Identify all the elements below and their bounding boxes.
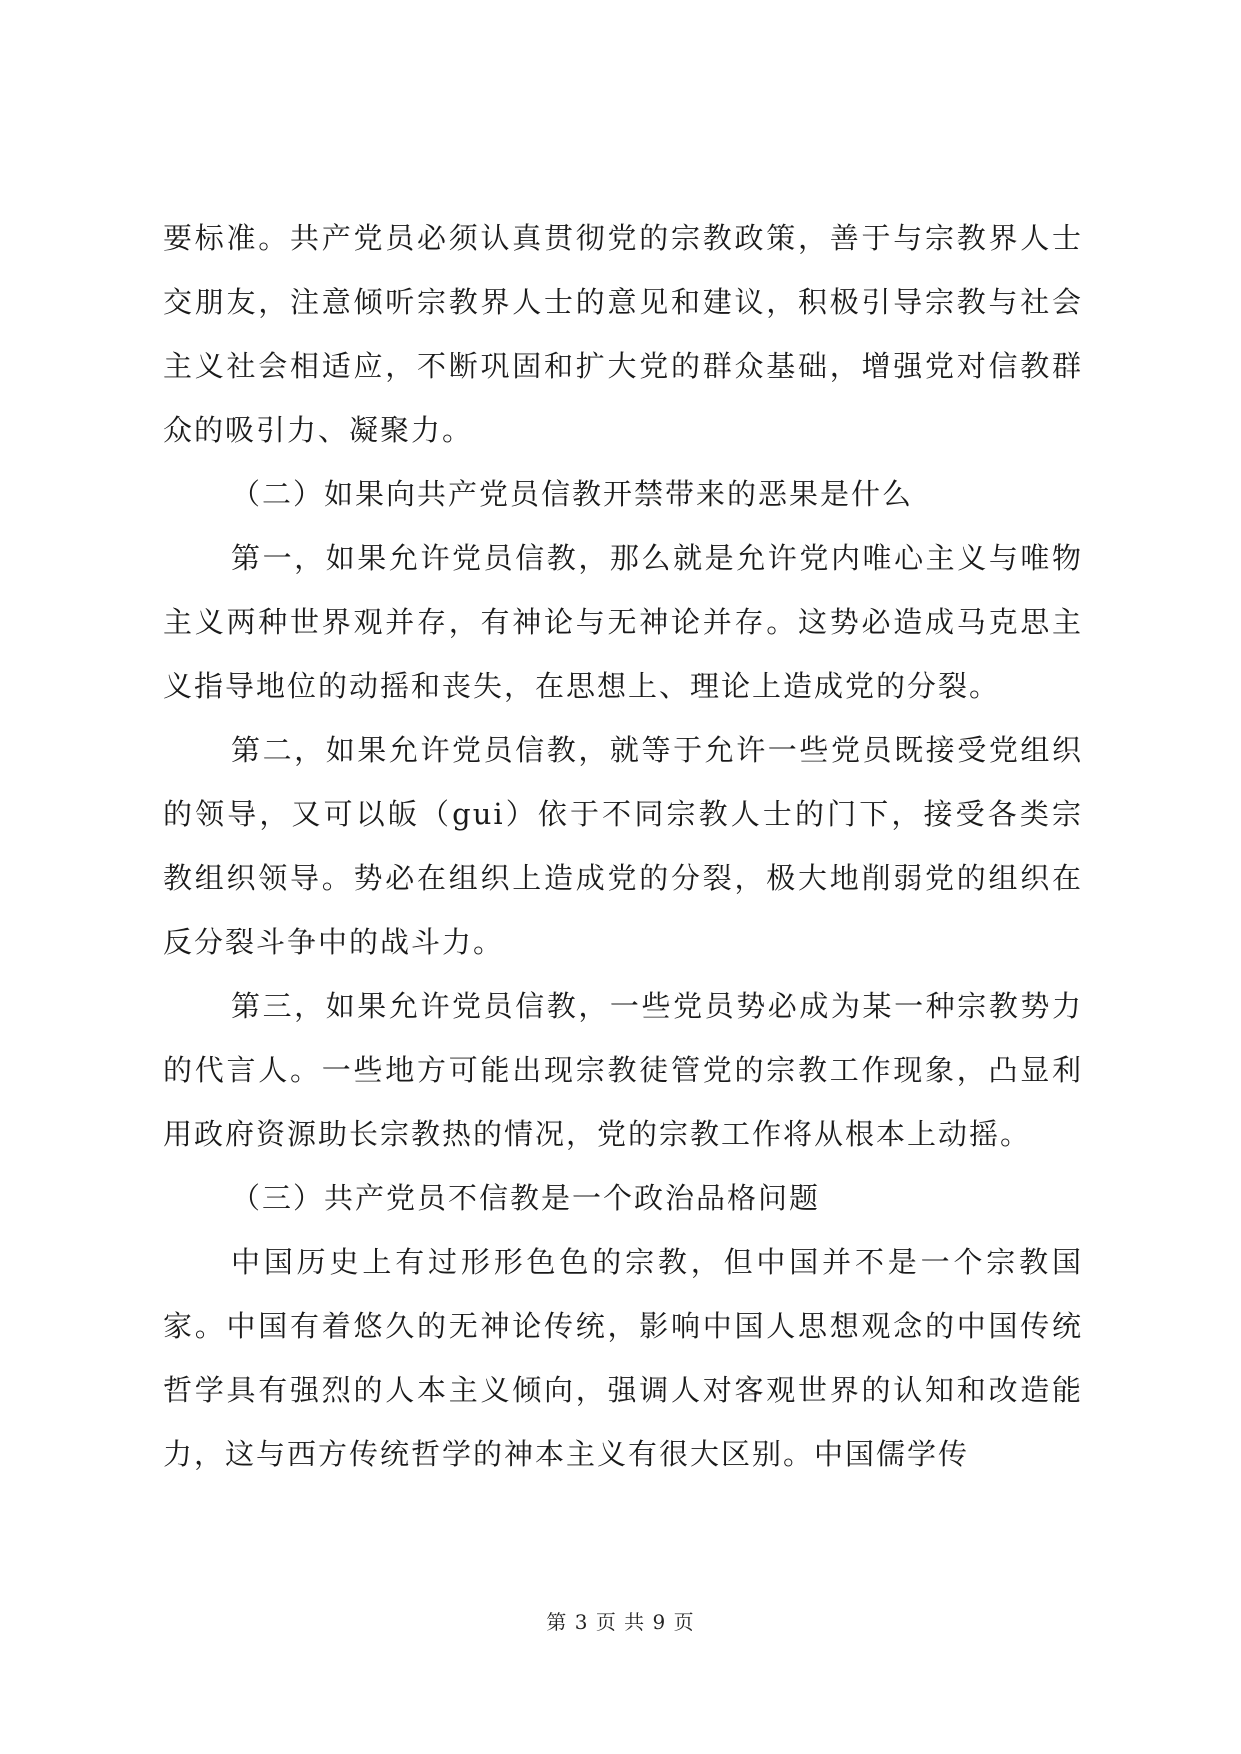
paragraph-third: 第三，如果允许党员信教，一些党员势必成为某一种宗教势力的代言人。一些地方可能出现宗教徒管党的宗教工作现象，凸显利用政府资源助长宗教热的情况，党的宗教工作将从根本上动摇。 <box>163 989 1083 1151</box>
section-heading-2: （二）如果向共产党员信教开禁带来的恶果是什么 <box>231 477 914 511</box>
section-heading-3: （三）共产党员不信教是一个政治品格问题 <box>231 1181 821 1215</box>
paragraph-continuation: 要标准。共产党员必须认真贯彻党的宗教政策，善于与宗教界人士交朋友，注意倾听宗教界人士的意见和建议，积极引导宗教与社会主义社会相适应，不断巩固和扩大党的群众基础，增强党对信教群众的吸引力、凝聚力。 <box>163 221 1083 447</box>
paragraph-second: 第二，如果允许党员信教，就等于允许一些党员既接受党组织的领导，又可以皈（gui）依于不同宗教人士的门下，接受各类宗教组织领导。势必在组织上造成党的分裂，极大地削弱党的组织在反分裂斗争中的战斗力。 <box>163 733 1083 959</box>
paragraph-first: 第一，如果允许党员信教，那么就是允许党内唯心主义与唯物主义两种世界观并存，有神论与无神论并存。这势必造成马克思主义指导地位的动摇和丧失，在思想上、理论上造成党的分裂。 <box>163 541 1083 703</box>
body-text <box>163 206 1083 1486</box>
paragraph-history: 中国历史上有过形形色色的宗教，但中国并不是一个宗教国家。中国有着悠久的无神论传统，影响中国人思想观念的中国传统哲学具有强烈的人本主义倾向，强调人对客观世界的认知和改造能力，这与西方传统哲学的神本主义有很大区别。中国儒学传 <box>163 1245 1083 1471</box>
page-number-footer: 第 3 页 共 9 页 <box>546 1610 695 1634</box>
